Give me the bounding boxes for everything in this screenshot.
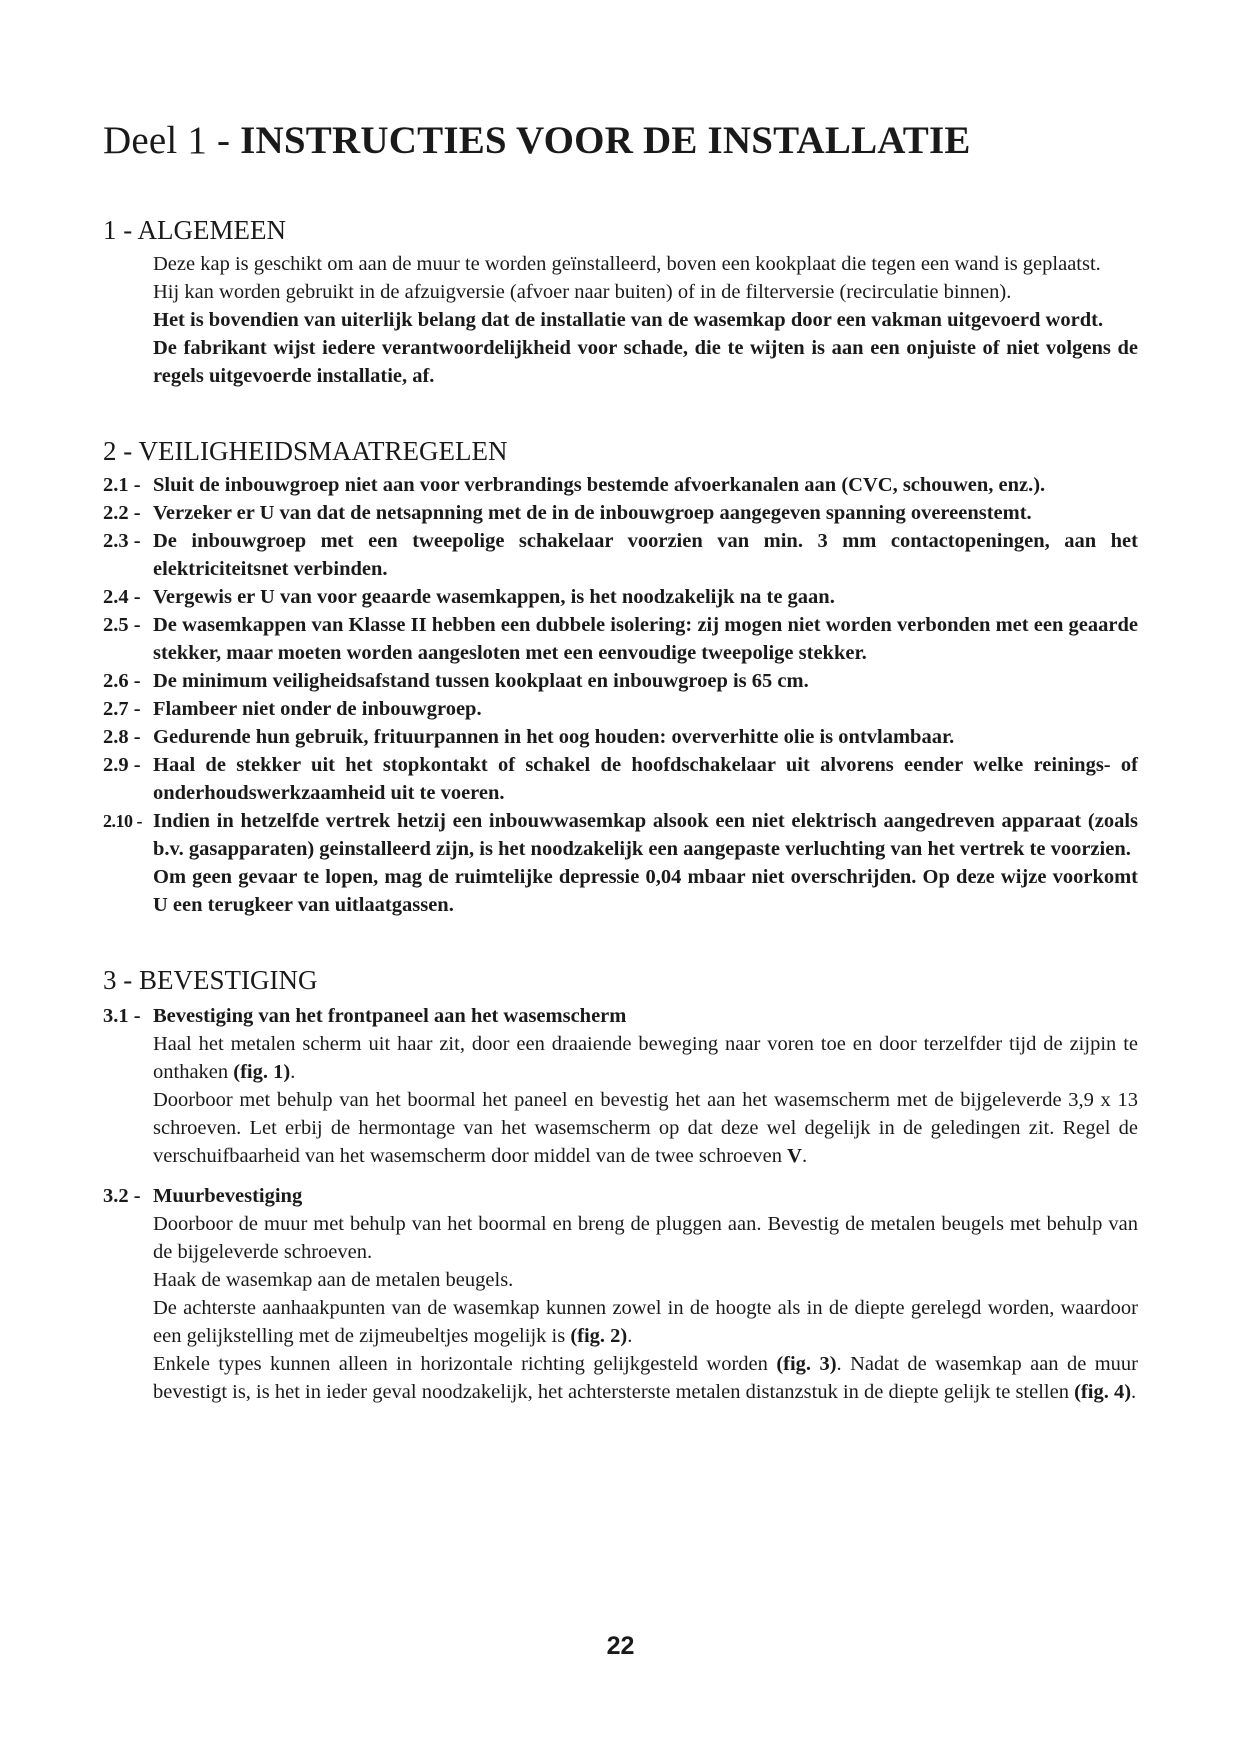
item-number: 2.1 - (103, 474, 141, 496)
text: . (627, 1325, 633, 1347)
title-prefix: Deel 1 - (103, 119, 241, 162)
paragraph (153, 1030, 1138, 1086)
list-item (103, 611, 1138, 667)
subsection-frontpaneel (103, 1002, 1138, 1170)
list-item (103, 751, 1138, 807)
item-text: Indien in hetzelfde vertrek hetzij een inbouwwasemkap alsook een niet elektrisch aangedreven apparaat (zoals b.v. gasapparaten) geinstalleerd zijn, is het noodzakelijk een aangepaste verluchting van het vertrek te voorzien. (153, 810, 1138, 860)
safety-list (103, 471, 1138, 919)
item-text: De inbouwgroep met een tweepolige schakelaar voorzien van min. 3 mm contactopeningen, aan het elektriciteitsnet verbinden. (153, 530, 1138, 580)
text: Enkele types kunnen alleen in horizontale richting gelijkgesteld worden (153, 1353, 777, 1375)
item-text: Om geen gevaar te lopen, mag de ruimtelijke depressie 0,04 mbaar niet overschrijden. Op deze wijze voorkomt U een terugkeer van uitlaatgassen. (153, 866, 1138, 916)
item-text: De minimum veiligheidsafstand tussen kookplaat en inbouwgroep is 65 cm. (153, 670, 809, 692)
paragraph-bold: De fabrikant wijst iedere verantwoordelijkheid voor schade, die te wijten is aan een onjuiste of niet volgens de regels uitgevoerde installatie, af. (153, 337, 1138, 387)
subsection-number: 3.2 - (103, 1185, 141, 1207)
list-item (103, 583, 1138, 611)
section-title-veiligheid: 2 - VEILIGHEIDSMAATREGELEN (103, 436, 508, 466)
text: Haal het metalen scherm uit haar zit, door een draaiende beweging naar voren toe en door terzelfder tijd de zijpin te onthaken (153, 1033, 1138, 1083)
figure-ref: (fig. 3) (776, 1353, 837, 1375)
item-text: De wasemkappen van Klasse II hebben een dubbele isolering: zij mogen niet worden verbonden met een geaarde stekker, maar moeten worden aangesloten met een eenvoudige tweepolige stekker. (153, 614, 1138, 664)
title-main: INSTRUCTIES VOOR DE INSTALLATIE (240, 119, 971, 162)
paragraph: Doorboor de muur met behulp van het boormal en breng de pluggen aan. Bevestig de metalen beugels met behulp van de bijgeleverde schroeven. (153, 1213, 1138, 1263)
list-item (103, 499, 1138, 527)
item-text: Verzeker er U van dat de netsapnning met de in de inbouwgroep aangegeven spanning overeenstemt. (153, 502, 1032, 524)
section-algemeen (103, 215, 1138, 390)
subsection-title-text: Muurbevestiging (153, 1185, 303, 1207)
text: . Nadat de wasemkap aan de muur bevestigt is, is het in ieder geval noodzakelijk, het achtersterste metalen distanzstuk in de diepte gelijk te stellen (153, 1353, 1139, 1403)
subsection-title (103, 1002, 1138, 1030)
text: . (801, 1145, 808, 1167)
item-number: 2.10 - (103, 811, 142, 831)
page-number: 22 (606, 1632, 635, 1660)
section-title-algemeen: 1 - ALGEMEEN (103, 215, 286, 245)
paragraph: Haak de wasemkap aan de metalen beugels. (153, 1269, 514, 1291)
list-item (103, 471, 1138, 499)
list-item-continuation (103, 863, 1138, 919)
figure-ref: (fig. 4) (1074, 1381, 1132, 1403)
section-bevestiging (103, 965, 1138, 1406)
text: . (290, 1061, 296, 1083)
item-number: 2.8 - (103, 726, 141, 748)
item-number: 2.7 - (103, 698, 141, 720)
item-text: Vergewis er U van voor geaarde wasemkappen, is het noodzakelijk na te gaan. (153, 586, 835, 608)
item-text: Flambeer niet onder de inbouwgroep. (153, 698, 482, 720)
list-item (103, 527, 1138, 583)
paragraph: Hij kan worden gebruikt in de afzuigversie (afvoer naar buiten) of in de filterversie (recirculatie binnen). (153, 281, 1012, 303)
item-text: Gedurende hun gebruik, frituurpannen in het oog houden: oververhitte olie is ontvlambaar. (153, 726, 955, 748)
item-number: 2.9 - (103, 754, 141, 776)
paragraph-bold: Het is bovendien van uiterlijk belang dat de installatie van de wasemkap door een vakman uitgevoerd wordt. (153, 309, 1104, 331)
figure-ref: (fig. 1) (233, 1061, 291, 1083)
paragraph (153, 1350, 1138, 1406)
screw-label: V (787, 1145, 802, 1167)
item-text: Sluit de inbouwgroep niet aan voor verbrandings bestemde afvoerkanalen aan (CVC, schouwen, enz.). (153, 474, 1046, 496)
document-page (103, 118, 1138, 1452)
list-item (103, 695, 1138, 723)
item-number: 2.6 - (103, 670, 141, 692)
paragraph: Deze kap is geschikt om aan de muur te worden geïnstalleerd, boven een kookplaat die tegen een wand is geplaatst. (153, 253, 1101, 275)
page-title (103, 118, 1138, 163)
paragraph (153, 1294, 1138, 1350)
text: . (1131, 1381, 1137, 1403)
subsection-muurbevestiging (103, 1182, 1138, 1406)
section-title-bevestiging: 3 - BEVESTIGING (103, 965, 318, 995)
list-item (103, 667, 1138, 695)
subsection-title (103, 1182, 1138, 1210)
item-number: 2.3 - (103, 530, 141, 552)
list-item (103, 807, 1138, 863)
item-number: 2.4 - (103, 586, 141, 608)
subsection-number: 3.1 - (103, 1005, 141, 1027)
subsection-title-text: Bevestiging van het frontpaneel aan het wasemscherm (153, 1005, 627, 1027)
item-text: Haal de stekker uit het stopkontakt of schakel de hoofdschakelaar uit alvorens eender welke reinings- of onderhoudswerkzaamheid uit te voeren. (153, 754, 1138, 804)
list-item (103, 723, 1138, 751)
item-number: 2.2 - (103, 502, 141, 524)
text: De achterste aanhaakpunten van de wasemkap kunnen zowel in de hoogte als in de diepte gerelegd worden, waardoor een gelijkstelling met de zijmeubeltjes mogelijk is (153, 1297, 1138, 1347)
paragraph (153, 1086, 1138, 1170)
item-number-spacer (103, 863, 153, 919)
figure-ref: (fig. 2) (570, 1325, 628, 1347)
item-number: 2.5 - (103, 614, 141, 636)
text: Doorboor met behulp van het boormal het paneel en bevestig het aan het wasemscherm met de bijgeleverde 3,9 x 13 schroeven. Let erbij de hermontage van het wasemscherm op dat deze wel degelijk in de geledingen zit. Regel de verschuifbaarheid van het wasemscherm door middel van de twee schroeven (153, 1089, 1138, 1167)
section-veiligheidsmaatregelen (103, 436, 1138, 919)
